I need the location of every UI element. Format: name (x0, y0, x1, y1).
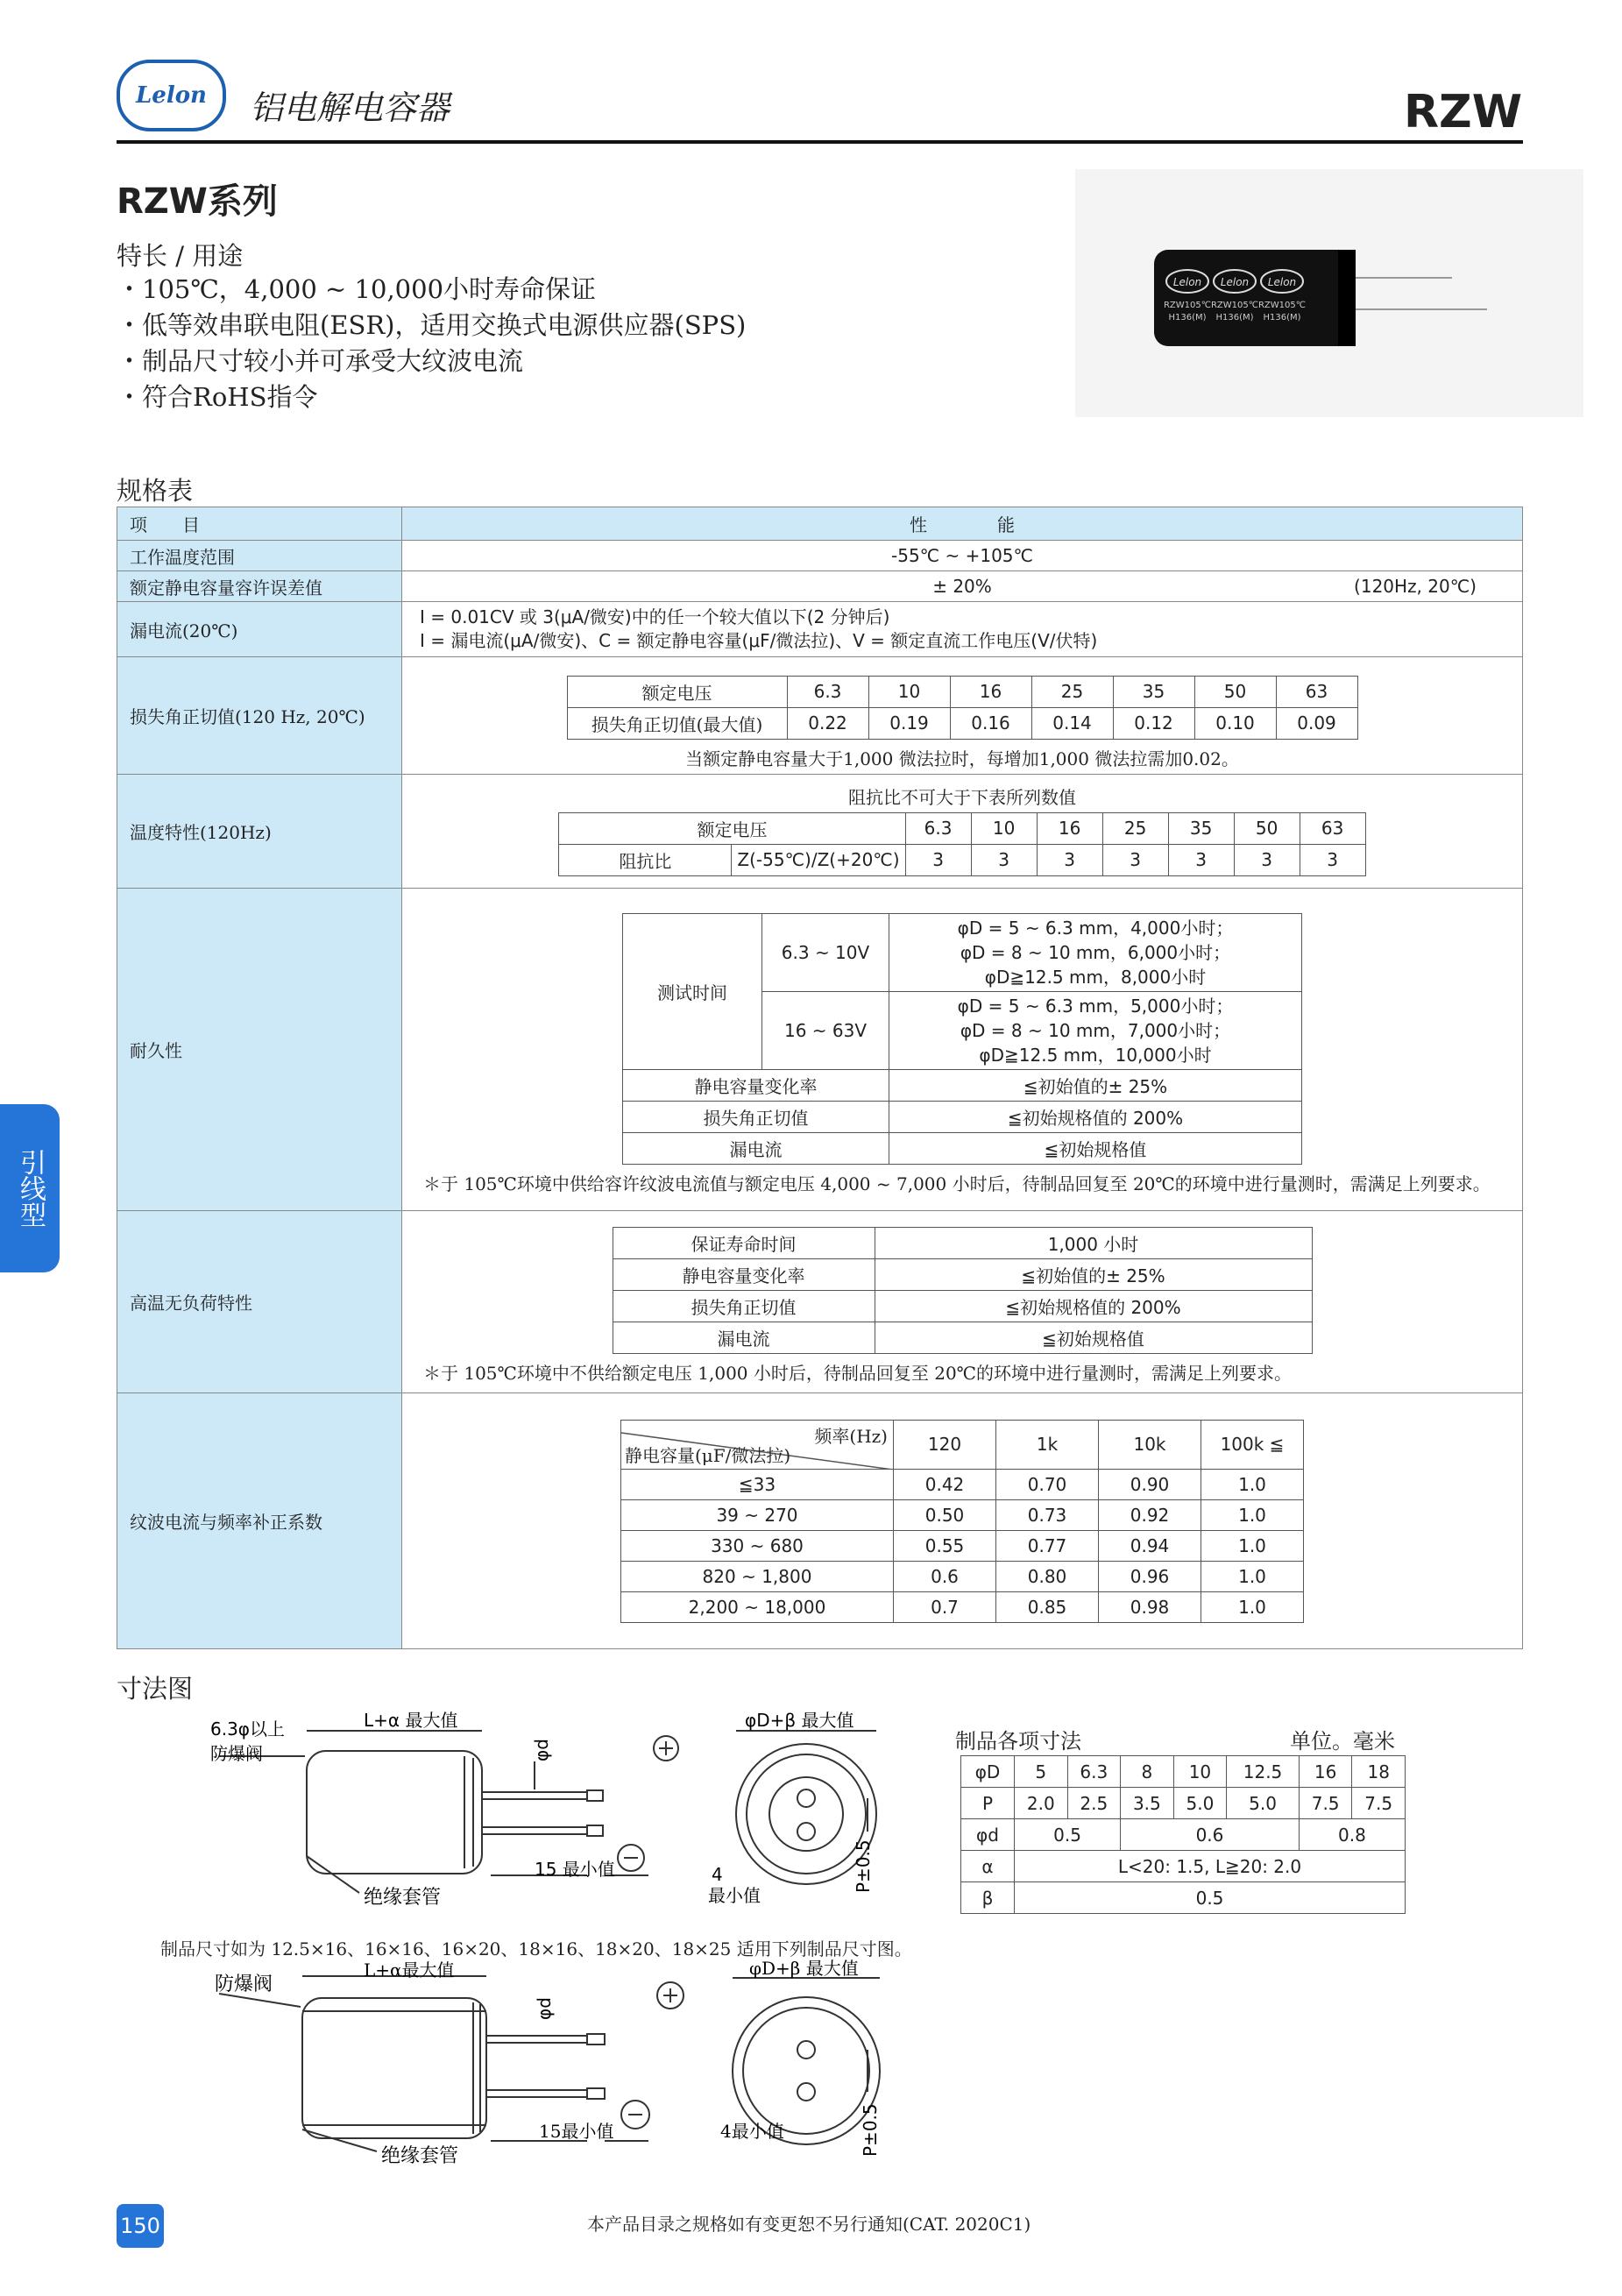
spec-header-row (117, 507, 1523, 541)
impedance-ratio-sub: Z(-55℃)/Z(+20℃) (732, 844, 905, 875)
voltage-cell: 6.3 (905, 812, 971, 844)
ripple-corner-cell (621, 1420, 894, 1469)
voltage-cell: 35 (1113, 676, 1194, 707)
feature-list (117, 272, 746, 415)
tan-delta-cell: 0.19 (868, 707, 950, 739)
lead-length-label: 15 最小值 (535, 1859, 615, 1880)
feature-item: ・低等效串联电阻(ESR)，适用交换式电源供应器(SPS) (117, 310, 747, 340)
ripple-coef: 1.0 (1201, 1561, 1304, 1591)
ripple-freq: 1k (996, 1420, 1099, 1469)
endurance-item: 损失角正切值 (623, 1101, 889, 1132)
photo-marking: RZW105℃ (1257, 301, 1307, 310)
voltage-cell: 25 (1102, 812, 1168, 844)
dim-cell: 0.5 (1015, 1819, 1121, 1851)
ripple-freq: 120 (894, 1420, 996, 1469)
dimension-diagram-2 (202, 1959, 920, 2169)
shelf-value: ≦初始规格值的 200% (875, 1290, 1312, 1322)
life-line: φD≧12.5 mm，10,000小时 (979, 1044, 1212, 1066)
header-performance: 性 能 (402, 507, 1523, 541)
voltage-range: 16 ~ 63V (762, 991, 889, 1069)
life-line: φD = 8 ~ 10 mm，6,000小时； (960, 941, 1231, 963)
endurance-value: ≦初始规格值的 200% (889, 1101, 1302, 1132)
pitch-label: P±0.5 (860, 2103, 881, 2157)
ripple-coef: 1.0 (1201, 1591, 1304, 1622)
impedance-cell: 3 (1168, 844, 1234, 875)
spec-row-shelf (117, 1211, 1523, 1393)
length-label: L+α 最大值 (364, 1710, 458, 1731)
series-code: RZW (1404, 86, 1523, 138)
ripple-freq-header: 频率(Hz) (814, 1425, 888, 1447)
brand-logo (117, 60, 226, 131)
shelf-item: 静电容量变化率 (613, 1258, 875, 1290)
tan-delta-max-label: 损失角正切值(最大值) (567, 707, 787, 739)
shelf-value: ≦初始值的± 25% (875, 1258, 1312, 1290)
dim-cell: 5.0 (1173, 1788, 1227, 1819)
op-temp-value: -55℃ ~ +105℃ (402, 541, 1523, 571)
dim-cell: 16 (1299, 1756, 1352, 1788)
rated-voltage-label: 额定电压 (559, 812, 905, 844)
dimensions-heading: 寸法图 (117, 1674, 194, 1704)
endurance-item: 静电容量变化率 (623, 1069, 889, 1101)
impedance-cell: 3 (1037, 844, 1102, 875)
vent-label: 防爆阀 (215, 1974, 273, 1995)
shelf-item: 漏电流 (613, 1322, 875, 1353)
ripple-cap: 39 ~ 270 (621, 1499, 894, 1530)
vent-size-label: 6.3φ以上 (210, 1718, 285, 1740)
ripple-cap: 820 ~ 1,800 (621, 1561, 894, 1591)
cap-tol-label: 额定静电容量容许误差值 (117, 571, 402, 602)
voltage-cell: 50 (1194, 676, 1276, 707)
logo-text: Lelon (136, 82, 207, 109)
ripple-coef: 0.7 (894, 1591, 996, 1622)
dim-cell: 18 (1352, 1756, 1406, 1788)
spec-heading: 规格表 (117, 476, 194, 506)
outer-dia-label: φD+β 最大值 (749, 1959, 859, 1979)
impedance-cell: 3 (1102, 844, 1168, 875)
dim-cell: 5 (1015, 1756, 1068, 1788)
endurance-value: ≦初始规格值 (889, 1132, 1302, 1164)
ripple-coef: 0.90 (1099, 1469, 1201, 1499)
ripple-coef: 0.96 (1099, 1561, 1201, 1591)
category-title: 铝电解电容器 (250, 89, 450, 127)
endurance-item: 漏电流 (623, 1132, 889, 1164)
capacitor-image (1075, 169, 1583, 417)
dim-cell: 10 (1173, 1756, 1227, 1788)
life-line: φD≧12.5 mm，8,000小时 (984, 966, 1207, 988)
dim-row-label: β (961, 1882, 1015, 1914)
op-temp-label: 工作温度范围 (117, 541, 402, 571)
photo-logo: Lelon (1267, 276, 1297, 288)
impedance-cell: 3 (1234, 844, 1300, 875)
lead-dia-label: φd (534, 1997, 555, 2020)
voltage-cell: 63 (1300, 812, 1365, 844)
leakage-label: 漏电流(20℃) (117, 602, 402, 657)
temp-char-caption: 阻抗比不可大于下表所列数值 (848, 786, 1076, 808)
feature-item: ・符合RoHS指令 (117, 382, 318, 412)
side-tab[interactable]: 引线型 (0, 1104, 60, 1272)
cap-tol-value: ± 20% (932, 576, 992, 597)
ripple-cap: ≦33 (621, 1469, 894, 1499)
vent-label: 防爆阀 (210, 1743, 263, 1764)
tan-delta-cell: 0.16 (950, 707, 1031, 739)
header-rule (117, 140, 1523, 144)
endurance-table (622, 913, 1302, 1165)
dim-table-unit: 单位。毫米 (1290, 1729, 1395, 1754)
temp-char-label: 温度特性(120Hz) (117, 775, 402, 889)
dim-cell: 6.3 (1067, 1756, 1121, 1788)
ripple-cap-header: 静电容量(μF/微法拉) (625, 1444, 791, 1466)
ripple-coef: 1.0 (1201, 1499, 1304, 1530)
sleeve-label: 绝缘套管 (381, 2145, 459, 2167)
spec-row-leakage (117, 602, 1523, 657)
dim-cell: 7.5 (1352, 1788, 1406, 1819)
pitch-label: P±0.5 (853, 1839, 874, 1893)
shelf-label: 高温无负荷特性 (117, 1211, 402, 1393)
tan-delta-label: 损失角正切值(120 Hz, 20℃) (117, 657, 402, 775)
lead-dia-label: φd (531, 1739, 552, 1761)
ripple-coef: 0.85 (996, 1591, 1099, 1622)
impedance-ratio-label: 阻抗比 (559, 844, 732, 875)
dim-table-title: 制品各项寸法 (955, 1729, 1081, 1754)
ripple-coef: 1.0 (1201, 1469, 1304, 1499)
feature-item: ・105℃，4,000 ~ 10,000小时寿命保证 (117, 274, 597, 304)
voltage-range: 6.3 ~ 10V (762, 913, 889, 991)
photo-marking: H136(M) (1263, 313, 1301, 322)
dimension-diagram-1 (202, 1709, 920, 1910)
voltage-cell: 6.3 (787, 676, 868, 707)
tan-delta-table (567, 676, 1358, 740)
dim-row-label: φD (961, 1756, 1015, 1788)
spec-row-tan-delta (117, 657, 1523, 775)
voltage-cell: 16 (950, 676, 1031, 707)
gap-label: 4最小值 (720, 2121, 784, 2142)
spec-row-cap-tol (117, 571, 1523, 602)
dim-cell: 12.5 (1227, 1756, 1300, 1788)
dimension-table (960, 1755, 1406, 1914)
ripple-cap: 330 ~ 680 (621, 1530, 894, 1561)
voltage-cell: 10 (868, 676, 950, 707)
shelf-note: ＊于 105℃环境中不供给额定电压 1,000 小时后，待制品回复至 20℃的环境中进行量测时，需满足上列要求。 (423, 1362, 1293, 1384)
dim-cell: 3.5 (1121, 1788, 1174, 1819)
spec-row-op-temp (117, 541, 1523, 571)
spec-row-temp-char (117, 775, 1523, 889)
photo-logo: Lelon (1220, 276, 1250, 288)
ripple-coef: 0.80 (996, 1561, 1099, 1591)
photo-logo: Lelon (1172, 276, 1202, 288)
life-line: φD = 5 ~ 6.3 mm，5,000小时； (957, 995, 1234, 1017)
endurance-label: 耐久性 (117, 889, 402, 1211)
dim-cell: 0.5 (1015, 1882, 1406, 1914)
voltage-cell: 63 (1276, 676, 1357, 707)
ripple-coef: 0.50 (894, 1499, 996, 1530)
tan-delta-cell: 0.12 (1113, 707, 1194, 739)
ripple-table (620, 1420, 1304, 1623)
dim-row-label: α (961, 1851, 1015, 1882)
ripple-coef: 0.6 (894, 1561, 996, 1591)
lead-length-label: 15最小值 (539, 2121, 614, 2142)
sleeve-label: 绝缘套管 (364, 1887, 442, 1909)
features-heading: 特长 / 用途 (117, 241, 244, 271)
rated-voltage-label: 额定电压 (567, 676, 787, 707)
ripple-coef: 0.73 (996, 1499, 1099, 1530)
ripple-coef: 0.77 (996, 1530, 1099, 1561)
photo-marking: RZW105℃ (1163, 301, 1212, 310)
dim-cell: 2.0 (1015, 1788, 1068, 1819)
dim-cell: 7.5 (1299, 1788, 1352, 1819)
dim-row-label: φd (961, 1819, 1015, 1851)
ripple-freq: 100k ≦ (1201, 1420, 1304, 1469)
dim-cell: 2.5 (1067, 1788, 1121, 1819)
dim-row-label: P (961, 1788, 1015, 1819)
footer-note: 本产品目录之规格如有变更恕不另行通知(CAT. 2020C1) (587, 2214, 1031, 2235)
ripple-coef: 0.42 (894, 1469, 996, 1499)
tan-delta-cell: 0.22 (787, 707, 868, 739)
spec-row-endurance (117, 889, 1523, 1211)
leakage-formula: I = 0.01CV 或 3(μA/微安)中的任一个较大值以下(2 分钟后) (420, 606, 890, 627)
feature-item: ・制品尺寸较小并可承受大纹波电流 (117, 346, 524, 376)
gap-number: 4 (712, 1864, 723, 1885)
ripple-cap: 2,200 ~ 18,000 (621, 1591, 894, 1622)
tan-delta-cell: 0.09 (1276, 707, 1357, 739)
life-line: φD = 5 ~ 6.3 mm，4,000小时； (957, 917, 1234, 939)
dim-cell: L<20: 1.5, L≧20: 2.0 (1015, 1851, 1406, 1882)
photo-marking: H136(M) (1168, 313, 1207, 322)
tan-delta-cell: 0.14 (1031, 707, 1113, 739)
length-label: L+α最大值 (364, 1959, 455, 1981)
spec-table (117, 507, 1523, 1649)
ripple-coef: 0.55 (894, 1530, 996, 1561)
ripple-coef: 1.0 (1201, 1530, 1304, 1561)
life-line: φD = 8 ~ 10 mm，7,000小时； (960, 1019, 1231, 1041)
test-time-label: 测试时间 (623, 913, 762, 1069)
ripple-coef: 0.70 (996, 1469, 1099, 1499)
tan-delta-cell: 0.10 (1194, 707, 1276, 739)
photo-marking: RZW105℃ (1210, 301, 1259, 310)
impedance-cell: 3 (905, 844, 971, 875)
impedance-cell: 3 (971, 844, 1037, 875)
voltage-cell: 16 (1037, 812, 1102, 844)
dim-cell: 0.8 (1299, 1819, 1405, 1851)
photo-marking: H136(M) (1215, 313, 1254, 322)
voltage-cell: 10 (971, 812, 1037, 844)
leakage-definition: I = 漏电流(μA/微安)、C = 额定静电容量(μF/微法拉)、V = 额定直流工作电压(V/伏特) (420, 630, 1098, 651)
shelf-value: 1,000 小时 (875, 1227, 1312, 1258)
dim-cell: 0.6 (1121, 1819, 1300, 1851)
header-item: 项 目 (117, 507, 402, 541)
voltage-cell: 35 (1168, 812, 1234, 844)
page-number: 150 (117, 2204, 164, 2248)
ripple-label: 纹波电流与频率补正系数 (117, 1393, 402, 1649)
endurance-value: ≦初始值的± 25% (889, 1069, 1302, 1101)
product-photo (1075, 169, 1583, 417)
ripple-coef: 0.94 (1099, 1530, 1201, 1561)
spec-row-ripple (117, 1393, 1523, 1649)
shelf-item: 损失角正切值 (613, 1290, 875, 1322)
dim-cell: 8 (1121, 1756, 1174, 1788)
ripple-coef: 0.98 (1099, 1591, 1201, 1622)
series-title: RZW系列 (117, 181, 278, 222)
impedance-cell: 3 (1300, 844, 1365, 875)
diagram2-note: 制品尺寸如为 12.5×16、16×16、16×20、18×16、18×20、18×25 适用下列制品尺寸图。 (160, 1938, 912, 1959)
gap-label: 最小值 (708, 1885, 761, 1906)
ripple-coef: 0.92 (1099, 1499, 1201, 1530)
temp-char-table (558, 812, 1365, 876)
cap-tol-condition: (120Hz, 20℃) (1354, 576, 1477, 597)
endurance-note: ＊于 105℃环境中供给容许纹波电流值与额定电压 4,000 ~ 7,000 小时后，待制品回复至 20℃的环境中进行量测时，需满足上列要求。 (423, 1173, 1491, 1194)
voltage-cell: 25 (1031, 676, 1113, 707)
shelf-item: 保证寿命时间 (613, 1227, 875, 1258)
shelf-value: ≦初始规格值 (875, 1322, 1312, 1353)
outer-dia-label: φD+β 最大值 (745, 1710, 854, 1731)
voltage-cell: 50 (1234, 812, 1300, 844)
dim-cell: 5.0 (1227, 1788, 1300, 1819)
shelf-table (613, 1227, 1313, 1354)
ripple-freq: 10k (1099, 1420, 1201, 1469)
tan-delta-note: 当额定静电容量大于1,000 微法拉时，每增加1,000 微法拉需加0.02。 (685, 748, 1239, 769)
